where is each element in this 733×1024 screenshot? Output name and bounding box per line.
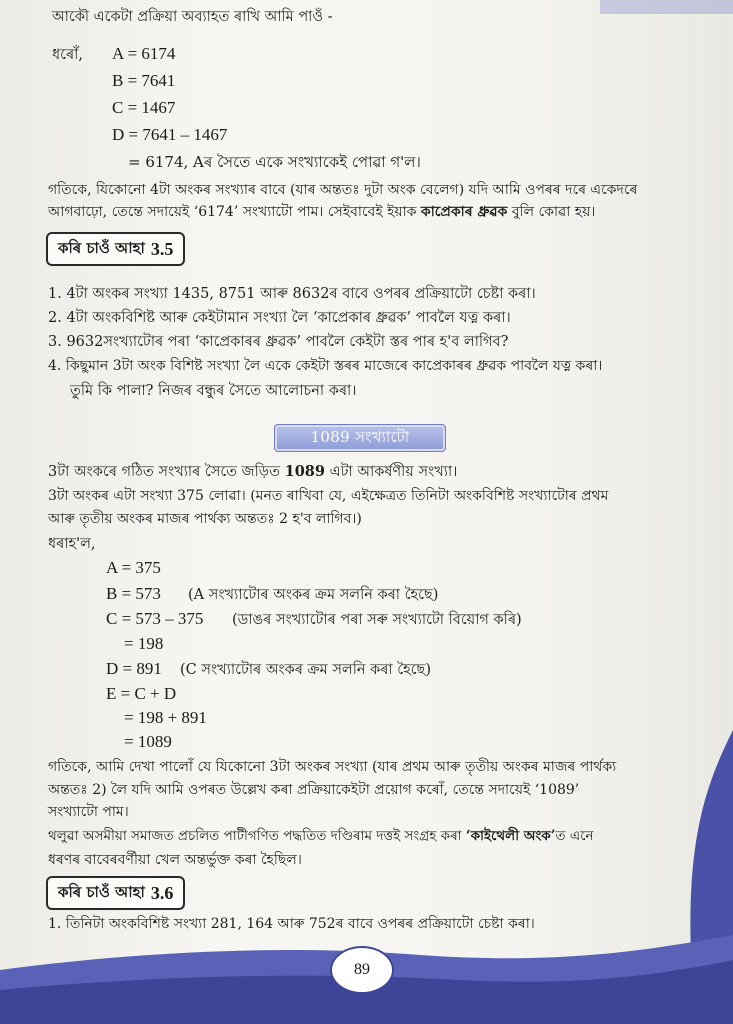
paragraph-5-line-2: ধৰণৰ বাবেৰবৰ্ণীয়া খেল অন্তৰ্ভুক্ত কৰা হৈছিল।	[48, 852, 302, 868]
paragraph-3-line-2: আৰু তৃতীয় অংকৰ মাজৰ পাৰ্থক্য অন্ততঃ 2 হ'ব লাগিব।)	[48, 511, 362, 527]
section-title-1089: 1089 সংখ্যাটো	[274, 424, 446, 452]
paragraph-5-line-1: থলুৱা অসমীয়া সমাজত প্ৰচলিত পাটীগণিত পদ্ধতিত দণ্ডিৰাম দত্তই সংগ্ৰহ কৰা ‘কাইথেলী অংক’ত এনে	[48, 828, 594, 844]
kaitheli-anka-term: ‘কাইথেলী অংক’	[465, 828, 556, 844]
page-number: 89	[330, 946, 394, 994]
activity-box-3-6: কৰি চাওঁ আহা 3.6	[46, 876, 185, 910]
equation-2-a: A = 375	[106, 558, 161, 577]
top-decoration	[600, 0, 733, 14]
equation-d: D = 7641 – 1467	[112, 125, 228, 144]
activity-3-5-item-4: 4. কিছুমান 3টা অংক বিশিষ্ট সংখ্যা লৈ একে কেইটা স্তৰৰ মাজেৰে কাপ্ৰেকাৰৰ ধ্ৰুৱক পাবলৈ যত্ন কৰা।	[48, 358, 603, 374]
kaprekar-constant-term: কাপ্ৰেকাৰ ধ্ৰুৱক	[420, 204, 508, 220]
activity-3-6-item-1: 1. তিনিটা অংকবিশিষ্ট সংখ্যা 281, 164 আৰু 752ৰ বাবে ওপৰৰ প্ৰক্ৰিয়াটো চেষ্টা কৰা।	[48, 916, 535, 932]
equation-2-e-step: = 198 + 891	[124, 708, 207, 727]
equation-2-c: C = 573 – 375	[106, 609, 204, 628]
let-label: ধৰাহ'ল,	[48, 536, 96, 552]
equation-2-d: D = 891	[106, 659, 162, 678]
equation-b: B = 7641	[112, 71, 176, 90]
activity-3-5-item-3: 3. 9632সংখ্যাটোৰ পৰা ‘কাপ্ৰেকাৰৰ ধ্ৰুৱক’ পাবলৈ কেইটা স্তৰ পাৰ হ'ব লাগিব?	[48, 334, 509, 350]
paragraph-1-line-1: গতিকে, যিকোনো 4টা অংকৰ সংখ্যাৰ বাবে (যাৰ অন্ততঃ দুটা অংক বেলেগ) যদি আমি ওপৰৰ দৰে একেদৰে	[48, 182, 638, 198]
paragraph-1-line-2: আগবাঢ়ো, তেন্তে সদায়েই ‘6174’ সংখ্যাটো পাম। সেইবাবেই ইয়াক কাপ্ৰেকাৰ ধ্ৰুৱক বুলি কোৱা হয়।	[48, 204, 596, 220]
equation-a: A = 6174	[112, 44, 176, 63]
equation-2-e-result: = 1089	[124, 732, 172, 751]
equation-2-e: E = C + D	[106, 684, 177, 703]
intro-line: আকৌ একেটা প্ৰক্ৰিয়া অব্যাহত ৰাখি আমি পাওঁ -	[52, 9, 333, 25]
equation-2-b-note: (A সংখ্যাটোৰ অংকৰ ক্ৰম সলনি কৰা হৈছে)	[188, 587, 439, 603]
equation-c: C = 1467	[112, 98, 176, 117]
equation-2-d-note: (C সংখ্যাটোৰ অংকৰ ক্ৰম সলনি কৰা হৈছে)	[180, 662, 431, 678]
assume-label: ধৰোঁ,	[52, 47, 83, 63]
paragraph-2: 3টা অংকৰে গঠিত সংখ্যাৰ সৈতে জড়িত 1089 এটা আকৰ্ষণীয় সংখ্যা।	[48, 463, 458, 480]
paragraph-4-line-1: গতিকে, আমি দেখা পালোঁ যে যিকোনো 3টা অংকৰ সংখ্যা (যাৰ প্ৰথম আৰু তৃতীয় অংকৰ মাজৰ পাৰ্থক্য	[48, 759, 617, 775]
equation-2-b: B = 573	[106, 584, 161, 603]
equation-d-result: = 6174, Aৰ সৈতে একে সংখ্যাকেই পোৱা গ'ল।	[128, 153, 421, 171]
equation-2-c-result: = 198	[124, 634, 164, 653]
paragraph-4-line-2: অন্ততঃ 2) লৈ যদি আমি ওপৰত উল্লেখ কৰা প্ৰক্ৰিয়াকেইটা প্ৰয়োগ কৰোঁ, তেন্তে সদায়েই ‘1089’	[48, 782, 580, 798]
paragraph-4-line-3: সংখ্যাটো পাম।	[48, 804, 129, 820]
activity-box-3-5: কৰি চাওঁ আহা 3.5	[46, 232, 185, 266]
activity-3-5-item-2: 2. 4টা অংকবিশিষ্ট আৰু কেইটামান সংখ্যা লৈ ‘কাপ্ৰেকাৰ ধ্ৰুৱক’ পাবলৈ যত্ন কৰা।	[48, 310, 511, 326]
activity-3-5-item-1: 1. 4টা অংকৰ সংখ্যা 1435, 8751 আৰু 8632ৰ বাবে ওপৰৰ প্ৰক্ৰিয়াটো চেষ্টা কৰা।	[48, 286, 536, 302]
activity-3-5-item-4-cont: তুমি কি পালা? নিজৰ বন্ধুৰ সৈতে আলোচনা কৰা।	[70, 383, 357, 399]
equation-2-c-note: (ডাঙৰ সংখ্যাটোৰ পৰা সৰু সংখ্যাটো বিয়োগ কৰি)	[232, 612, 522, 628]
paragraph-3-line-1: 3টা অংকৰ এটা সংখ্যা 375 লোৱা। (মনত ৰাখিবা যে, এইক্ষেত্ৰত তিনিটা অংকবিশিষ্ট সংখ্যাটোৰ প্ৰথম	[48, 488, 609, 504]
